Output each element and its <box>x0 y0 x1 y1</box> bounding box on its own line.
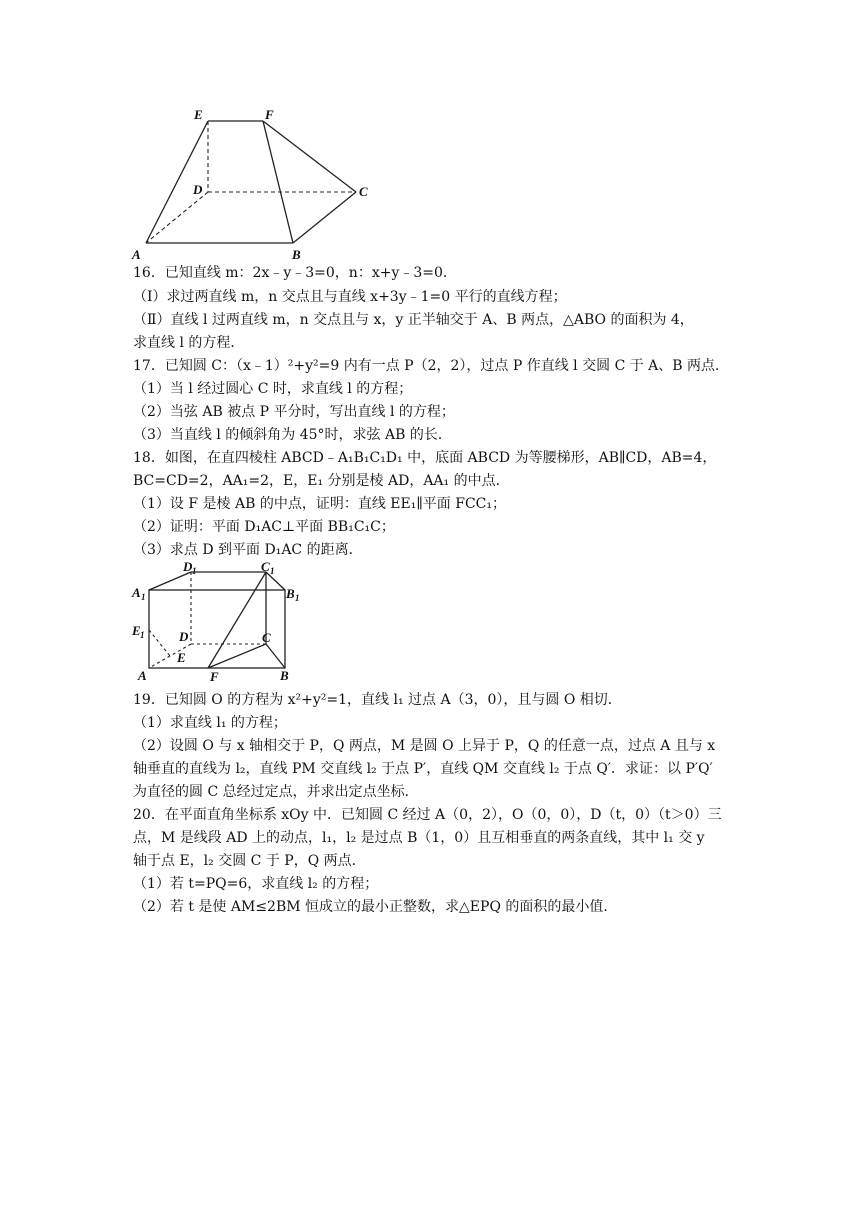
edge-c1b1 <box>266 572 285 590</box>
q18-part1: （1）设 F 是棱 AB 的中点，证明：直线 EE₁∥平面 FCC₁； <box>133 496 506 512</box>
edge-e1e <box>149 630 170 656</box>
q18-part2: （2）证明：平面 D₁AC⊥平面 BB₁C₁C； <box>133 519 395 535</box>
q18-title: 18．如图，在直四棱柱 ABCD﹣A₁B₁C₁D₁ 中，底面 ABCD 为等腰梯形，AB∥CD，AB=4， <box>133 450 717 466</box>
q18-part3: （3）求点 D 到平面 D₁AC 的距离． <box>133 542 363 558</box>
q19-part2-cont1: 轴垂直的直线为 l₂，直线 PM 交直线 l₂ 于点 P′，直线 QM 交直线 l₂ 于点 Q′．求证：以 P′Q′ <box>133 761 713 777</box>
q20-title-cont2: 轴于点 E，l₂ 交圆 C 于 P，Q 两点． <box>133 853 366 869</box>
svg-text:1: 1 <box>192 566 197 576</box>
q17-part1: （1）当 l 经过圆心 C 时，求直线 l 的方程； <box>133 381 413 397</box>
svg-text:1: 1 <box>295 593 300 603</box>
label-D: D <box>179 629 189 644</box>
label-E: E <box>177 650 186 665</box>
q20-title-cont1: 点，M 是线段 AD 上的动点，l₁，l₂ 是过点 B（1，0）且互相垂直的两条直线，其中 l₁ 交 y <box>133 830 705 846</box>
edge-c1f <box>208 572 266 668</box>
q20-title: 20．在平面直角坐标系 xOy 中．已知圆 C 经过 A（0，2），O（0，0），D（t，0）（t＞0）三 <box>133 807 722 823</box>
label-F: F <box>265 107 274 122</box>
q19-part1: （1）求直线 l₁ 的方程； <box>133 715 287 731</box>
label-A: A <box>132 247 141 262</box>
q18-title-cont: BC=CD=2，AA₁=2，E，E₁ 分别是棱 AD，AA₁ 的中点． <box>133 473 510 489</box>
q16-part2-cont: 求直线 l 的方程． <box>133 335 245 351</box>
edge-bc <box>293 192 356 243</box>
q19-title: 19．已知圆 O 的方程为 x²+y²=1，直线 l₁ 过点 A（3，0），且与圆 O 相切． <box>133 692 622 708</box>
label-B1: B <box>286 586 295 601</box>
edge-da <box>146 192 208 243</box>
svg-text:1: 1 <box>140 630 145 640</box>
label-C: C <box>262 630 271 645</box>
label-E: E <box>194 107 203 122</box>
edge-cb <box>266 644 285 668</box>
q16-part2: （Ⅱ）直线 l 过两直线 m，n 交点且与 x，y 正半轴交于 A、B 两点，△ABO 的面积为 4， <box>133 312 694 328</box>
q16-part1: （Ⅰ）求过两直线 m，n 交点且与直线 x+3y﹣1=0 平行的直线方程； <box>133 289 567 305</box>
label-E1: E <box>132 623 141 638</box>
q20-part2: （2）若 t 是使 AM≤2BM 恒成立的最小正整数，求△EPQ 的面积的最小值． <box>133 899 618 915</box>
edge-fb <box>263 121 293 243</box>
q19-part2: （2）设圆 O 与 x 轴相交于 P，Q 两点，M 是圆 O 上异于 P，Q 的任意一点，过点 A 且与 x <box>133 738 716 754</box>
label-B: B <box>292 247 301 262</box>
figure-1 <box>128 100 378 265</box>
figure-2 <box>128 560 303 685</box>
svg-text:1: 1 <box>270 566 275 576</box>
q17-title: 17．已知圆 C：（x﹣1）²+y²=9 内有一点 P（2，2），过点 P 作直线 l 交圆 C 于 A、B 两点． <box>133 358 730 374</box>
svg-text:1: 1 <box>141 592 146 602</box>
q17-part3: （3）当直线 l 的倾斜角为 45°时，求弦 AB 的长． <box>133 427 452 443</box>
label-D1: D <box>183 560 193 574</box>
q20-part1: （1）若 t=PQ=6，求直线 l₂ 的方程； <box>133 876 379 892</box>
label-A: A <box>138 668 147 683</box>
label-C: C <box>359 184 368 199</box>
label-D: D <box>193 182 203 197</box>
q16-title: 16．已知直线 m：2x﹣y﹣3=0，n：x+y﹣3=0． <box>133 265 457 281</box>
q17-part2: （2）当弦 AB 被点 P 平分时，写出直线 l 的方程； <box>133 404 455 420</box>
label-A1: A <box>132 585 141 600</box>
edge-cf <box>208 644 266 668</box>
q19-part2-cont2: 为直径的圆 C 总经过定点，并求出定点坐标． <box>133 784 419 800</box>
label-F: F <box>210 669 219 684</box>
label-B: B <box>280 668 289 683</box>
edge-a1d1 <box>149 572 191 590</box>
edge-fc <box>263 121 356 192</box>
label-C1: C <box>261 560 270 574</box>
